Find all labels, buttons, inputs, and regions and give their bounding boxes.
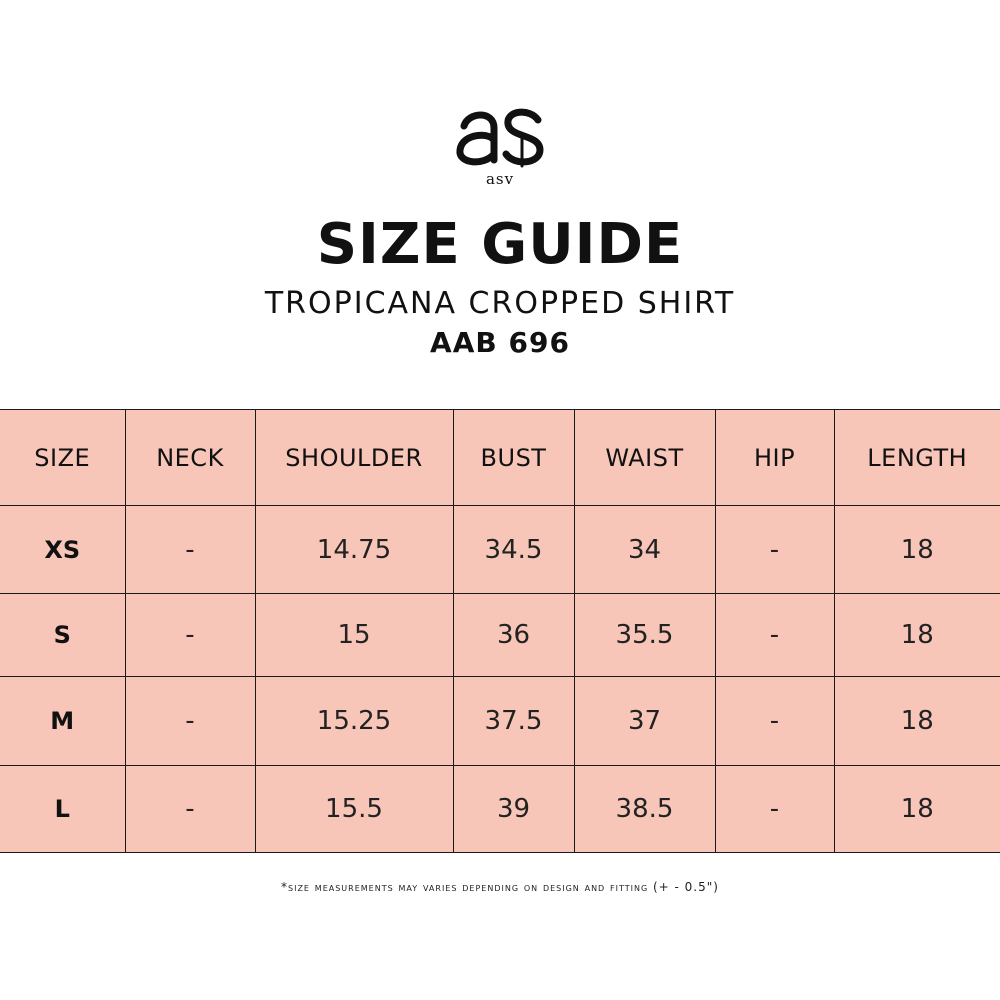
cell-bust: 39 bbox=[453, 766, 574, 853]
cell-hip: - bbox=[715, 677, 834, 766]
cell-shoulder: 15.25 bbox=[255, 677, 453, 766]
column-header-waist: WAIST bbox=[574, 410, 715, 506]
table-row bbox=[0, 594, 1000, 677]
product-name: TROPICANA CROPPED SHIRT bbox=[264, 286, 736, 321]
page-title: SIZE GUIDE bbox=[316, 212, 684, 277]
cell-bust: 37.5 bbox=[453, 677, 574, 766]
cell-waist: 38.5 bbox=[574, 766, 715, 853]
cell-size: XS bbox=[0, 506, 125, 594]
cell-hip: - bbox=[715, 506, 834, 594]
cell-length: 18 bbox=[834, 594, 1000, 677]
cell-neck: - bbox=[125, 677, 255, 766]
cell-waist: 37 bbox=[574, 677, 715, 766]
cell-waist: 34 bbox=[574, 506, 715, 594]
cell-shoulder: 15 bbox=[255, 594, 453, 677]
cell-waist: 35.5 bbox=[574, 594, 715, 677]
column-header-neck: NECK bbox=[125, 410, 255, 506]
cell-neck: - bbox=[125, 506, 255, 594]
cell-length: 18 bbox=[834, 506, 1000, 594]
table-header-row bbox=[0, 410, 1000, 506]
size-table bbox=[0, 409, 1000, 853]
brand-name: asv bbox=[485, 170, 515, 188]
table-row bbox=[0, 677, 1000, 766]
asv-monogram-icon bbox=[450, 104, 550, 170]
column-header-shoulder: SHOULDER bbox=[255, 410, 453, 506]
cell-neck: - bbox=[125, 766, 255, 853]
column-header-size: SIZE bbox=[0, 410, 125, 506]
footnote: *size measurements may varies depending on design and fitting (+ - 0.5") bbox=[281, 880, 719, 894]
cell-length: 18 bbox=[834, 766, 1000, 853]
cell-shoulder: 15.5 bbox=[255, 766, 453, 853]
cell-size: M bbox=[0, 677, 125, 766]
column-header-bust: BUST bbox=[453, 410, 574, 506]
cell-shoulder: 14.75 bbox=[255, 506, 453, 594]
cell-size: S bbox=[0, 594, 125, 677]
cell-bust: 34.5 bbox=[453, 506, 574, 594]
table-row bbox=[0, 506, 1000, 594]
product-code: AAB 696 bbox=[430, 326, 570, 359]
cell-hip: - bbox=[715, 594, 834, 677]
cell-neck: - bbox=[125, 594, 255, 677]
column-header-hip: HIP bbox=[715, 410, 834, 506]
cell-size: L bbox=[0, 766, 125, 853]
table-row bbox=[0, 766, 1000, 853]
column-header-length: LENGTH bbox=[834, 410, 1000, 506]
cell-bust: 36 bbox=[453, 594, 574, 677]
cell-length: 18 bbox=[834, 677, 1000, 766]
cell-hip: - bbox=[715, 766, 834, 853]
brand-logo bbox=[450, 104, 550, 190]
